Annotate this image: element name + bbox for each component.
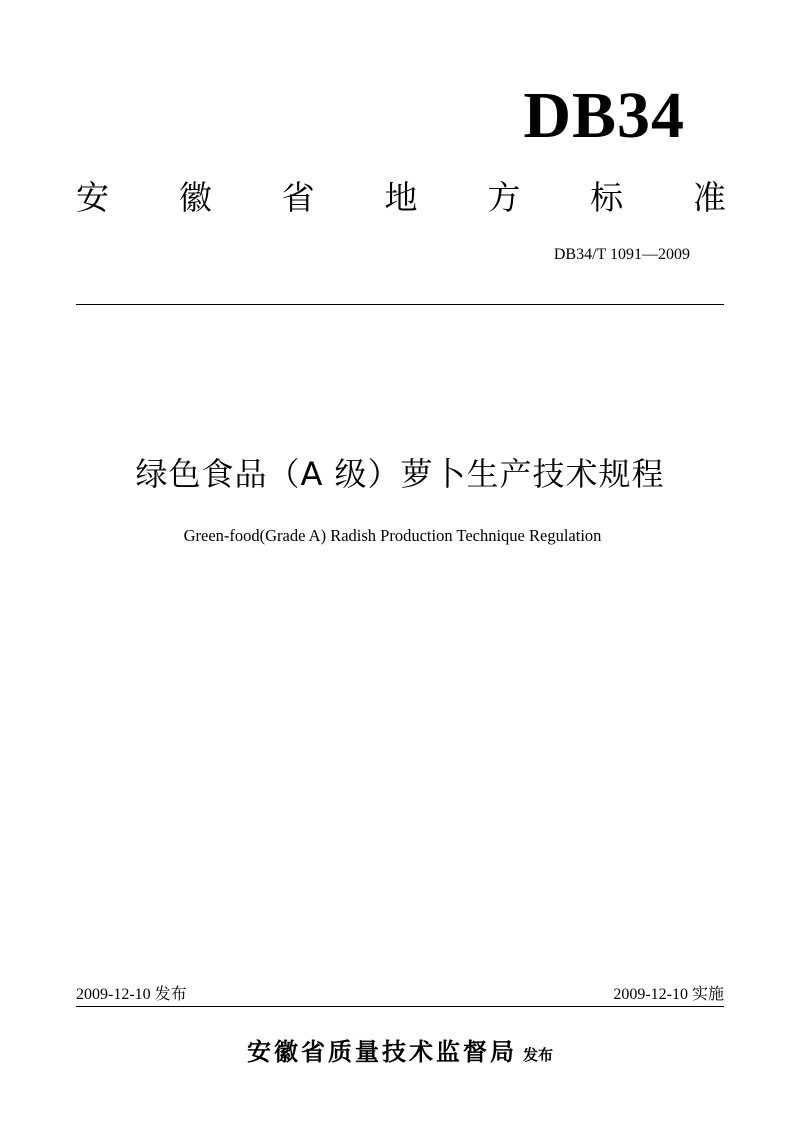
standard-type-char: 地: [384, 178, 418, 217]
standard-type-char: 标: [590, 178, 624, 217]
publisher-line: [0, 1030, 800, 1077]
standard-code: DB34: [523, 79, 685, 152]
standard-number: DB34/T 1091—2009: [553, 246, 690, 263]
standard-type-char: 安: [76, 178, 109, 217]
bottom-divider: [76, 1006, 724, 1007]
document-title: 绿色食品（A 级）萝卜生产技术规程: [135, 455, 665, 493]
publisher-name: 安徽省质量技术监督局: [246, 1038, 517, 1066]
standard-type-char: 准: [692, 178, 726, 217]
standard-type-char: 方: [487, 178, 521, 217]
implementation-date: 2009-12-10 实施: [613, 986, 724, 1003]
publisher-suffix: 发布: [522, 1046, 553, 1064]
standard-type-char: 徽: [178, 178, 212, 217]
standard-type-heading: [76, 174, 726, 222]
standard-type-char: 省: [281, 178, 315, 217]
issue-date: 2009-12-10 发布: [76, 986, 187, 1003]
document-title-english: Green-food(Grade A) Radish Production Technique Regulation: [183, 526, 602, 545]
top-divider: [76, 304, 724, 305]
